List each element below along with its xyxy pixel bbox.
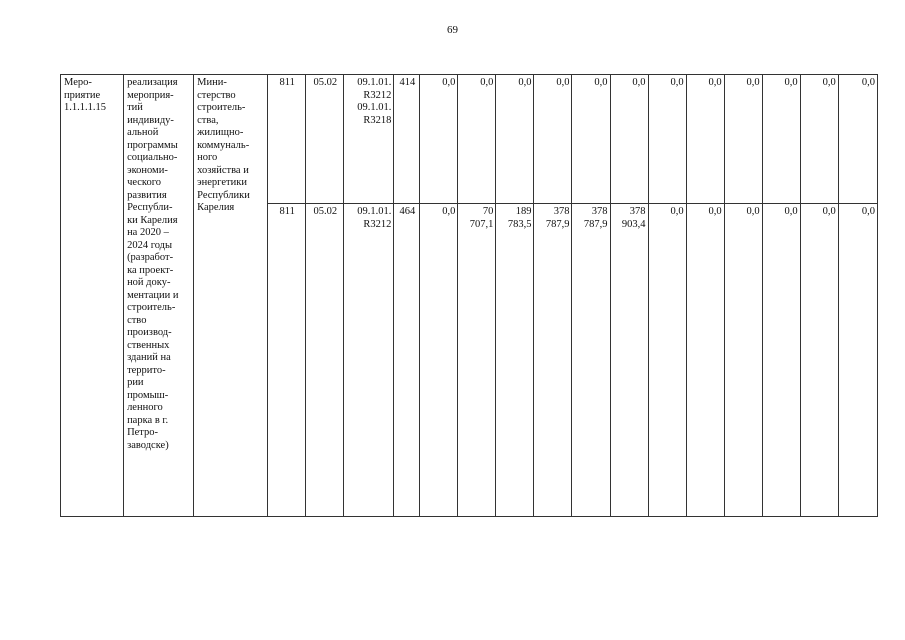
cell-text-line: 787,9 xyxy=(583,218,608,230)
cell-text-line: реализация xyxy=(127,77,178,88)
cell-text-line: тий xyxy=(127,102,143,113)
value-cell xyxy=(534,75,572,204)
cell-text-line: строитель- xyxy=(127,302,176,313)
cell-text-line: 903,4 xyxy=(621,218,646,230)
cell-text-line: ки Карелия xyxy=(127,214,178,226)
cell-text-line: рии xyxy=(127,377,144,388)
cell-text-line: 2024 годы xyxy=(127,239,173,251)
value-cell xyxy=(572,204,610,517)
value-cell xyxy=(724,75,762,204)
cell-text-line: ственных xyxy=(127,339,170,351)
value-cell xyxy=(420,204,458,517)
cell-text-line: R3212 xyxy=(363,218,392,230)
cell-text-line: жилищно- xyxy=(197,127,244,138)
cell-text-line: Республи- xyxy=(127,202,173,213)
cell-text-line: 0,0 xyxy=(746,206,760,217)
cell-text-line: коммуналь- xyxy=(197,139,250,151)
cell-text-line: ка проект- xyxy=(127,264,174,276)
value-cell xyxy=(496,75,534,204)
table-row xyxy=(61,75,878,204)
cell-text-line: Республики xyxy=(197,189,250,201)
cell-text-line: на 2020 – xyxy=(127,227,169,238)
value-cell xyxy=(686,204,724,517)
cell-text-line: альной xyxy=(127,127,159,138)
cell-text-line: ческого xyxy=(127,177,162,188)
value-cell xyxy=(420,75,458,204)
value-cell xyxy=(648,204,686,517)
cell-text-line: Карелия xyxy=(197,202,235,213)
value-cell xyxy=(610,204,648,517)
grbs-cell: 811 xyxy=(268,75,306,204)
value-cell xyxy=(838,204,877,517)
cell-text-line: 0,0 xyxy=(556,77,570,88)
value-cell xyxy=(610,75,648,204)
cell-text-line: экономи- xyxy=(127,164,168,176)
cell-text-line: 0,0 xyxy=(861,206,875,217)
cell-text-line: ства, xyxy=(197,114,219,126)
value-cell xyxy=(838,75,877,204)
cell-text-line: 0,0 xyxy=(784,206,798,217)
cell-text-line: строитель- xyxy=(197,102,246,113)
csr-cell xyxy=(344,75,394,204)
value-cell xyxy=(762,204,800,517)
value-cell xyxy=(458,204,496,517)
cell-text-line: мероприя- xyxy=(127,89,174,101)
measure-label-cell xyxy=(61,75,124,517)
cell-text-line: 0,0 xyxy=(518,77,532,88)
cell-text-line: 189 xyxy=(515,206,532,217)
cell-text-line: 378 xyxy=(553,206,570,217)
cell-text-line: стерство xyxy=(197,89,236,101)
cell-text-line: 378 xyxy=(591,206,608,217)
cell-text-line: ного xyxy=(197,152,218,163)
value-cell xyxy=(572,75,610,204)
cell-text-line: ментации и xyxy=(127,289,179,301)
value-cell xyxy=(724,204,762,517)
cell-text-line: зданий на xyxy=(127,352,171,363)
cell-text-line: программы xyxy=(127,139,178,151)
value-cell xyxy=(458,75,496,204)
cell-text-line: ной доку- xyxy=(127,277,171,288)
budget-table xyxy=(60,74,878,517)
cell-text-line: 787,9 xyxy=(545,218,570,230)
cell-text-line: 0,0 xyxy=(822,77,836,88)
vr-cell: 464 xyxy=(394,204,420,517)
measure-description-cell xyxy=(124,75,194,517)
page-number: 69 xyxy=(447,24,458,36)
cell-text-line: 0,0 xyxy=(480,77,494,88)
cell-text-line: Мини- xyxy=(197,77,227,88)
cell-text-line: развития xyxy=(127,189,167,201)
cell-text-line: 0,0 xyxy=(594,77,608,88)
cell-text-line: 0,0 xyxy=(861,77,875,88)
cell-text-line: террито- xyxy=(127,364,166,376)
value-cell xyxy=(534,204,572,517)
cell-text-line: приятие xyxy=(64,89,101,101)
cell-text-line: 09.1.01. xyxy=(357,102,392,113)
cell-text-line: Петро- xyxy=(127,427,159,438)
cell-text-line: R3218 xyxy=(363,114,392,126)
cell-text-line: 0,0 xyxy=(442,206,456,217)
value-cell xyxy=(648,75,686,204)
cell-text-line: производ- xyxy=(127,327,172,338)
cell-text-line: 378 xyxy=(629,206,646,217)
rzpr-cell: 05.02 xyxy=(306,75,344,204)
grbs-cell: 811 xyxy=(268,204,306,517)
cell-text-line: промыш- xyxy=(127,389,169,401)
cell-text-line: ство xyxy=(127,314,147,326)
value-cell xyxy=(800,204,838,517)
cell-text-line: 1.1.1.1.15 xyxy=(64,102,106,113)
cell-text-line: 0,0 xyxy=(632,77,646,88)
cell-text-line: заводске) xyxy=(127,439,169,451)
cell-text-line: парка в г. xyxy=(127,414,169,426)
cell-text-line: 0,0 xyxy=(822,206,836,217)
cell-text-line: R3212 xyxy=(363,89,392,101)
cell-text-line: ленного xyxy=(127,402,163,413)
cell-text-line: 0,0 xyxy=(670,77,684,88)
cell-text-line: (разработ- xyxy=(127,252,174,263)
cell-text-line: 0,0 xyxy=(784,77,798,88)
cell-text-line: Меро- xyxy=(64,77,92,88)
cell-text-line: 0,0 xyxy=(746,77,760,88)
cell-text-line: хозяйства и xyxy=(197,164,249,176)
cell-text-line: 0,0 xyxy=(670,206,684,217)
vr-cell: 414 xyxy=(394,75,420,204)
cell-text-line: 0,0 xyxy=(708,77,722,88)
executor-cell xyxy=(194,75,268,517)
rzpr-cell: 05.02 xyxy=(306,204,344,517)
value-cell xyxy=(686,75,724,204)
cell-text-line: 0,0 xyxy=(442,77,456,88)
value-cell xyxy=(496,204,534,517)
cell-text-line: 707,1 xyxy=(469,218,494,230)
csr-cell xyxy=(344,204,394,517)
value-cell xyxy=(762,75,800,204)
cell-text-line: 09.1.01. xyxy=(357,77,392,88)
cell-text-line: индивиду- xyxy=(127,114,174,126)
cell-text-line: 70 xyxy=(482,206,494,217)
value-cell xyxy=(800,75,838,204)
cell-text-line: социально- xyxy=(127,152,178,163)
cell-text-line: энергетики xyxy=(197,177,247,188)
cell-text-line: 0,0 xyxy=(708,206,722,217)
cell-text-line: 783,5 xyxy=(507,218,532,230)
cell-text-line: 09.1.01. xyxy=(357,206,392,217)
